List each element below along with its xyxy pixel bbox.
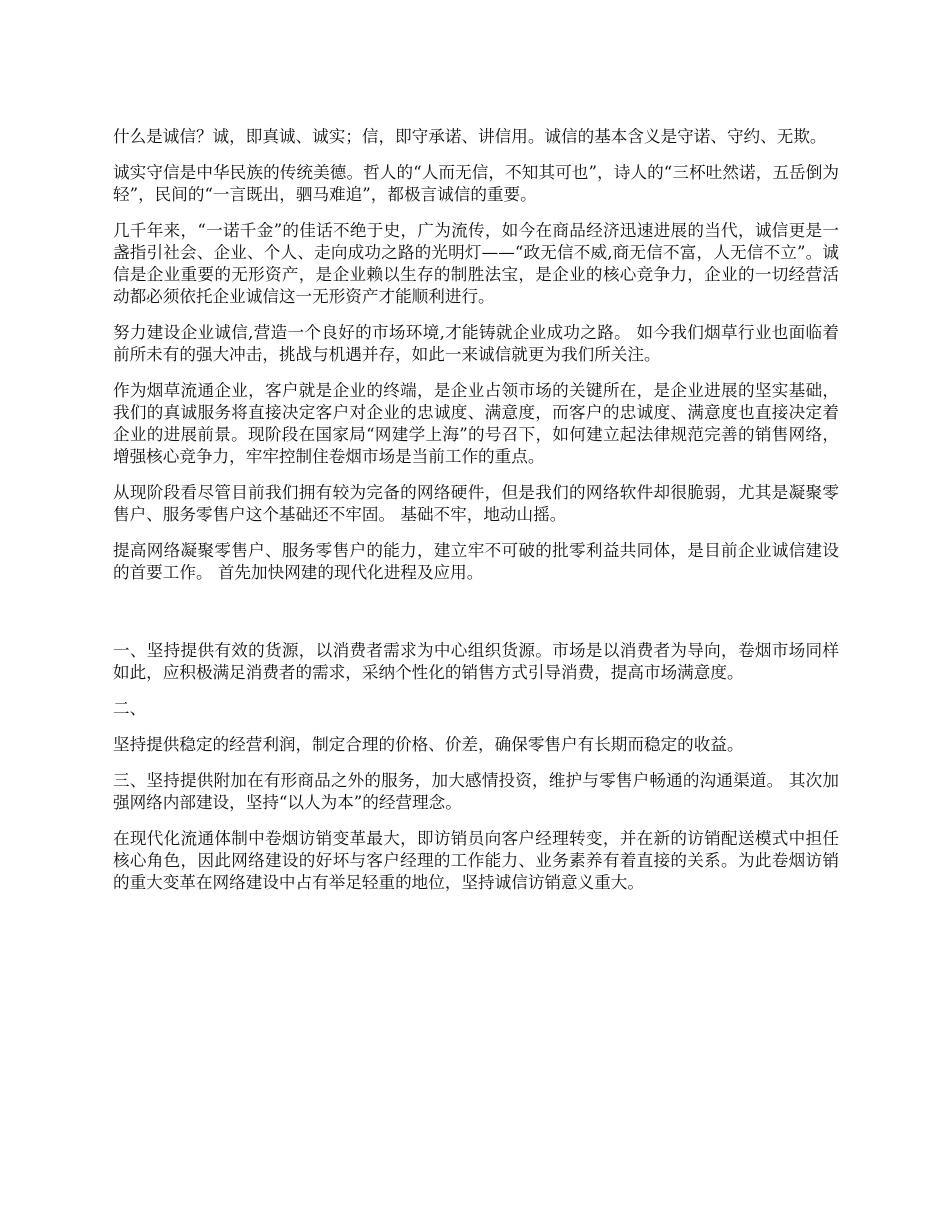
- paragraph-point-one: 一、坚持提供有效的货源，以消费者需求为中心组织货源。市场是以消费者为导向，卷烟市场同样如此，应积极满足消费者的需求，采纳个性化的销售方式引导消费，提高市场满意度。: [113, 641, 839, 682]
- paragraph-point-two-body: 坚持提供稳定的经营利润，制定合理的价格、价差，确保零售户有长期而稳定的收益。: [113, 735, 744, 754]
- section-spacer: [113, 598, 839, 640]
- paragraph-point-three: 三、坚持提供附加在有形商品之外的服务，加大感情投资，维护与零售户畅通的沟通渠道。 其次加强网络内部建设，坚持“以人为本”的经营理念。: [113, 771, 839, 812]
- paragraph-current-stage: 从现阶段看尽管目前我们拥有较为完备的网络硬件，但是我们的网络软件却很脆弱，尤其是凝聚零售户、服务零售户这个基础还不牢固。 基础不牢，地动山摇。: [113, 483, 839, 524]
- paragraph-traditional-virtue: 诚实守信是中华民族的传统美德。哲人的“人而无信，不知其可也”，诗人的“三杯吐然诺，五岳倒为轻”，民间的“一言既出，驷马难追”，都极言诚信的重要。: [113, 163, 839, 204]
- document-page: [113, 126, 839, 908]
- paragraph-thousand-years: 几千年来，“一诺千金”的佳话不绝于史，广为流传，如今在商品经济迅速进展的当代，诚信更是一盏指引社会、企业、个人、走向成功之路的光明灯——“政无信不威,商无信不富，人无信不立”。诚信是企业重要的无形资产，是企业赖以生存的制胜法宝，是企业的核心竞争力，企业的一切经营活动都必须依托企业诚信这一无形资产才能顺利进行。: [113, 221, 839, 306]
- paragraph-build-integrity: 努力建设企业诚信,营造一个良好的市场环境,才能铸就企业成功之路。 如今我们烟草行业也面临着前所未有的强大冲击，挑战与机遇并存，如此一来诚信就更为我们所关注。: [113, 323, 839, 364]
- paragraph-modern-distribution: 在现代化流通体制中卷烟访销变革最大，即访销员向客户经理转变，并在新的访销配送模式中担任核心角色，因此网络建设的好坏与客户经理的工作能力、业务素养有着直接的关系。为此卷烟访销的重大变革在网络建设中占有举足轻重的地位，坚持诚信访销意义重大。: [113, 829, 839, 892]
- paragraph-improve-network: 提高网络凝聚零售户、服务零售户的能力，建立牢不可破的批零利益共同体，是目前企业诚信建设的首要工作。 首先加快网建的现代化进程及应用。: [113, 541, 839, 582]
- paragraph-point-two-heading: 二、: [113, 699, 147, 718]
- paragraph-tobacco-enterprise: 作为烟草流通企业，客户就是企业的终端，是企业占领市场的关键所在，是企业进展的坚实基础，我们的真诚服务将直接决定客户对企业的忠诚度、满意度，而客户的忠诚度、满意度也直接决定着企业的进展前景。现阶段在国家局“网建学上海”的号召下，如何建立起法律规范完善的销售网络，增强核心竞争力，牢牢控制住卷烟市场是当前工作的重点。: [113, 381, 839, 466]
- paragraph-integrity-definition: 什么是诚信？诚，即真诚、诚实；信，即守承诺、讲信用。诚信的基本含义是守诺、守约、无欺。: [113, 127, 827, 146]
